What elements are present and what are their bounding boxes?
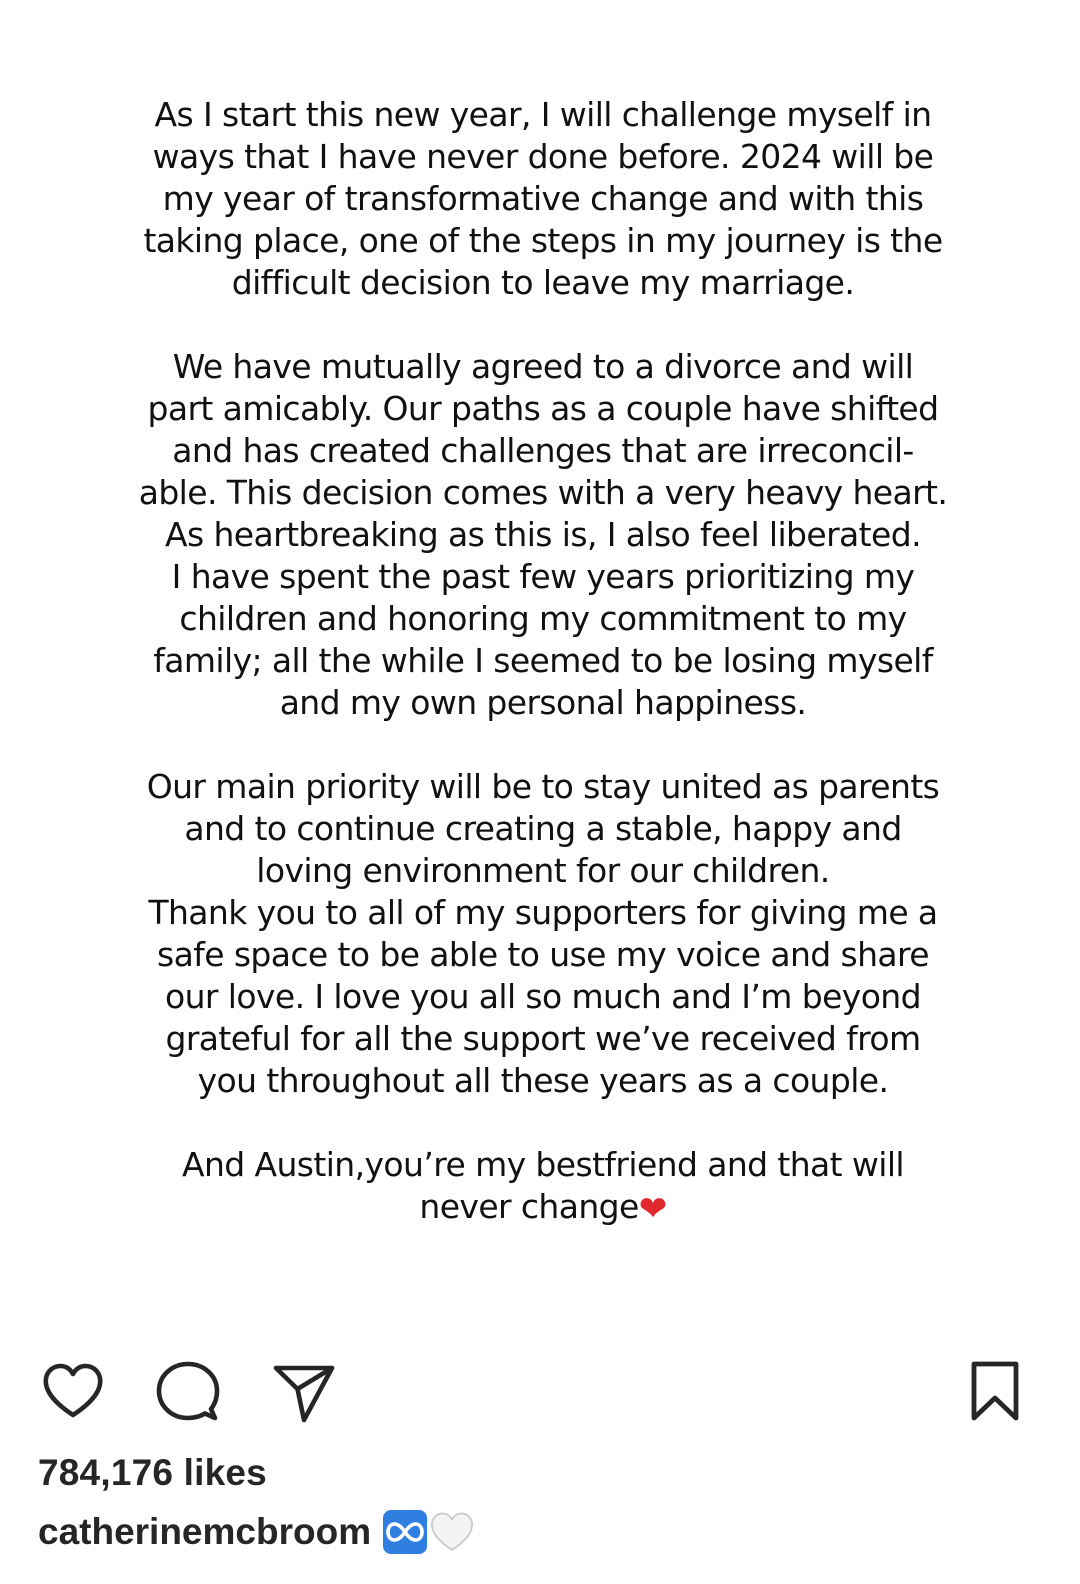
statement-line: As I start this new year, I will challenge myself in xyxy=(154,95,932,134)
paper-plane-icon[interactable] xyxy=(270,1358,336,1424)
statement-line: And Austin,you’re my bestfriend and that will xyxy=(181,1145,904,1184)
statement-line: grateful for all the support we’ve received from xyxy=(165,1019,921,1058)
statement-line: and my own personal happiness. xyxy=(279,683,807,722)
statement-line: As heartbreaking as this is, I also feel liberated. xyxy=(165,515,921,554)
statement-line: our love. I love you all so much and I’m beyond xyxy=(165,977,921,1016)
post-caption xyxy=(38,1510,475,1554)
likes-count[interactable]: 784,176 likes xyxy=(38,1452,267,1493)
statement-text xyxy=(90,94,996,1270)
bookmark-outline-icon[interactable] xyxy=(962,1358,1028,1424)
statement-line: family; all the while I seemed to be losing myself xyxy=(153,641,933,680)
statement-paragraph-4 xyxy=(90,1144,996,1228)
white-heart-emoji-icon xyxy=(429,1510,475,1554)
statement-line-last xyxy=(90,1186,996,1228)
statement-line: and to continue creating a stable, happy and xyxy=(184,809,902,848)
comment-bubble-icon[interactable] xyxy=(155,1358,221,1424)
infinity-emoji-icon xyxy=(383,1510,427,1554)
statement-line: part amicably. Our paths as a couple have shifted xyxy=(147,389,939,428)
statement-line: you throughout all these years as a couple. xyxy=(197,1061,889,1100)
statement-line: difficult decision to leave my marriage. xyxy=(231,263,855,302)
statement-line: loving environment for our children. xyxy=(256,851,830,890)
statement-line: safe space to be able to use my voice and share xyxy=(157,935,929,974)
statement-line: ways that I have never done before. 2024 will be xyxy=(152,137,934,176)
post-action-bar xyxy=(0,1358,1080,1428)
statement-paragraph-1 xyxy=(90,94,996,304)
statement-line: Our main priority will be to stay united as parents xyxy=(146,767,940,806)
heart-outline-icon[interactable] xyxy=(40,1358,106,1424)
red-heart-emoji-icon: ❤ xyxy=(638,1189,667,1229)
statement-line: Thank you to all of my supporters for giving me a xyxy=(148,893,938,932)
statement-paragraph-2 xyxy=(90,346,996,724)
caption-username[interactable]: catherinemcbroom xyxy=(38,1511,372,1552)
statement-line-text: never change xyxy=(419,1187,639,1226)
statement-paragraph-3 xyxy=(90,766,996,1102)
statement-line: and has created challenges that are irreconcil- xyxy=(172,431,914,470)
statement-line: taking place, one of the steps in my journey is the xyxy=(143,221,943,260)
statement-line: my year of transformative change and with this xyxy=(162,179,924,218)
statement-line: able. This decision comes with a very heavy heart. xyxy=(138,473,948,512)
statement-line: I have spent the past few years prioritizing my xyxy=(171,557,915,596)
statement-line: We have mutually agreed to a divorce and will xyxy=(172,347,914,386)
statement-line: children and honoring my commitment to my xyxy=(179,599,907,638)
